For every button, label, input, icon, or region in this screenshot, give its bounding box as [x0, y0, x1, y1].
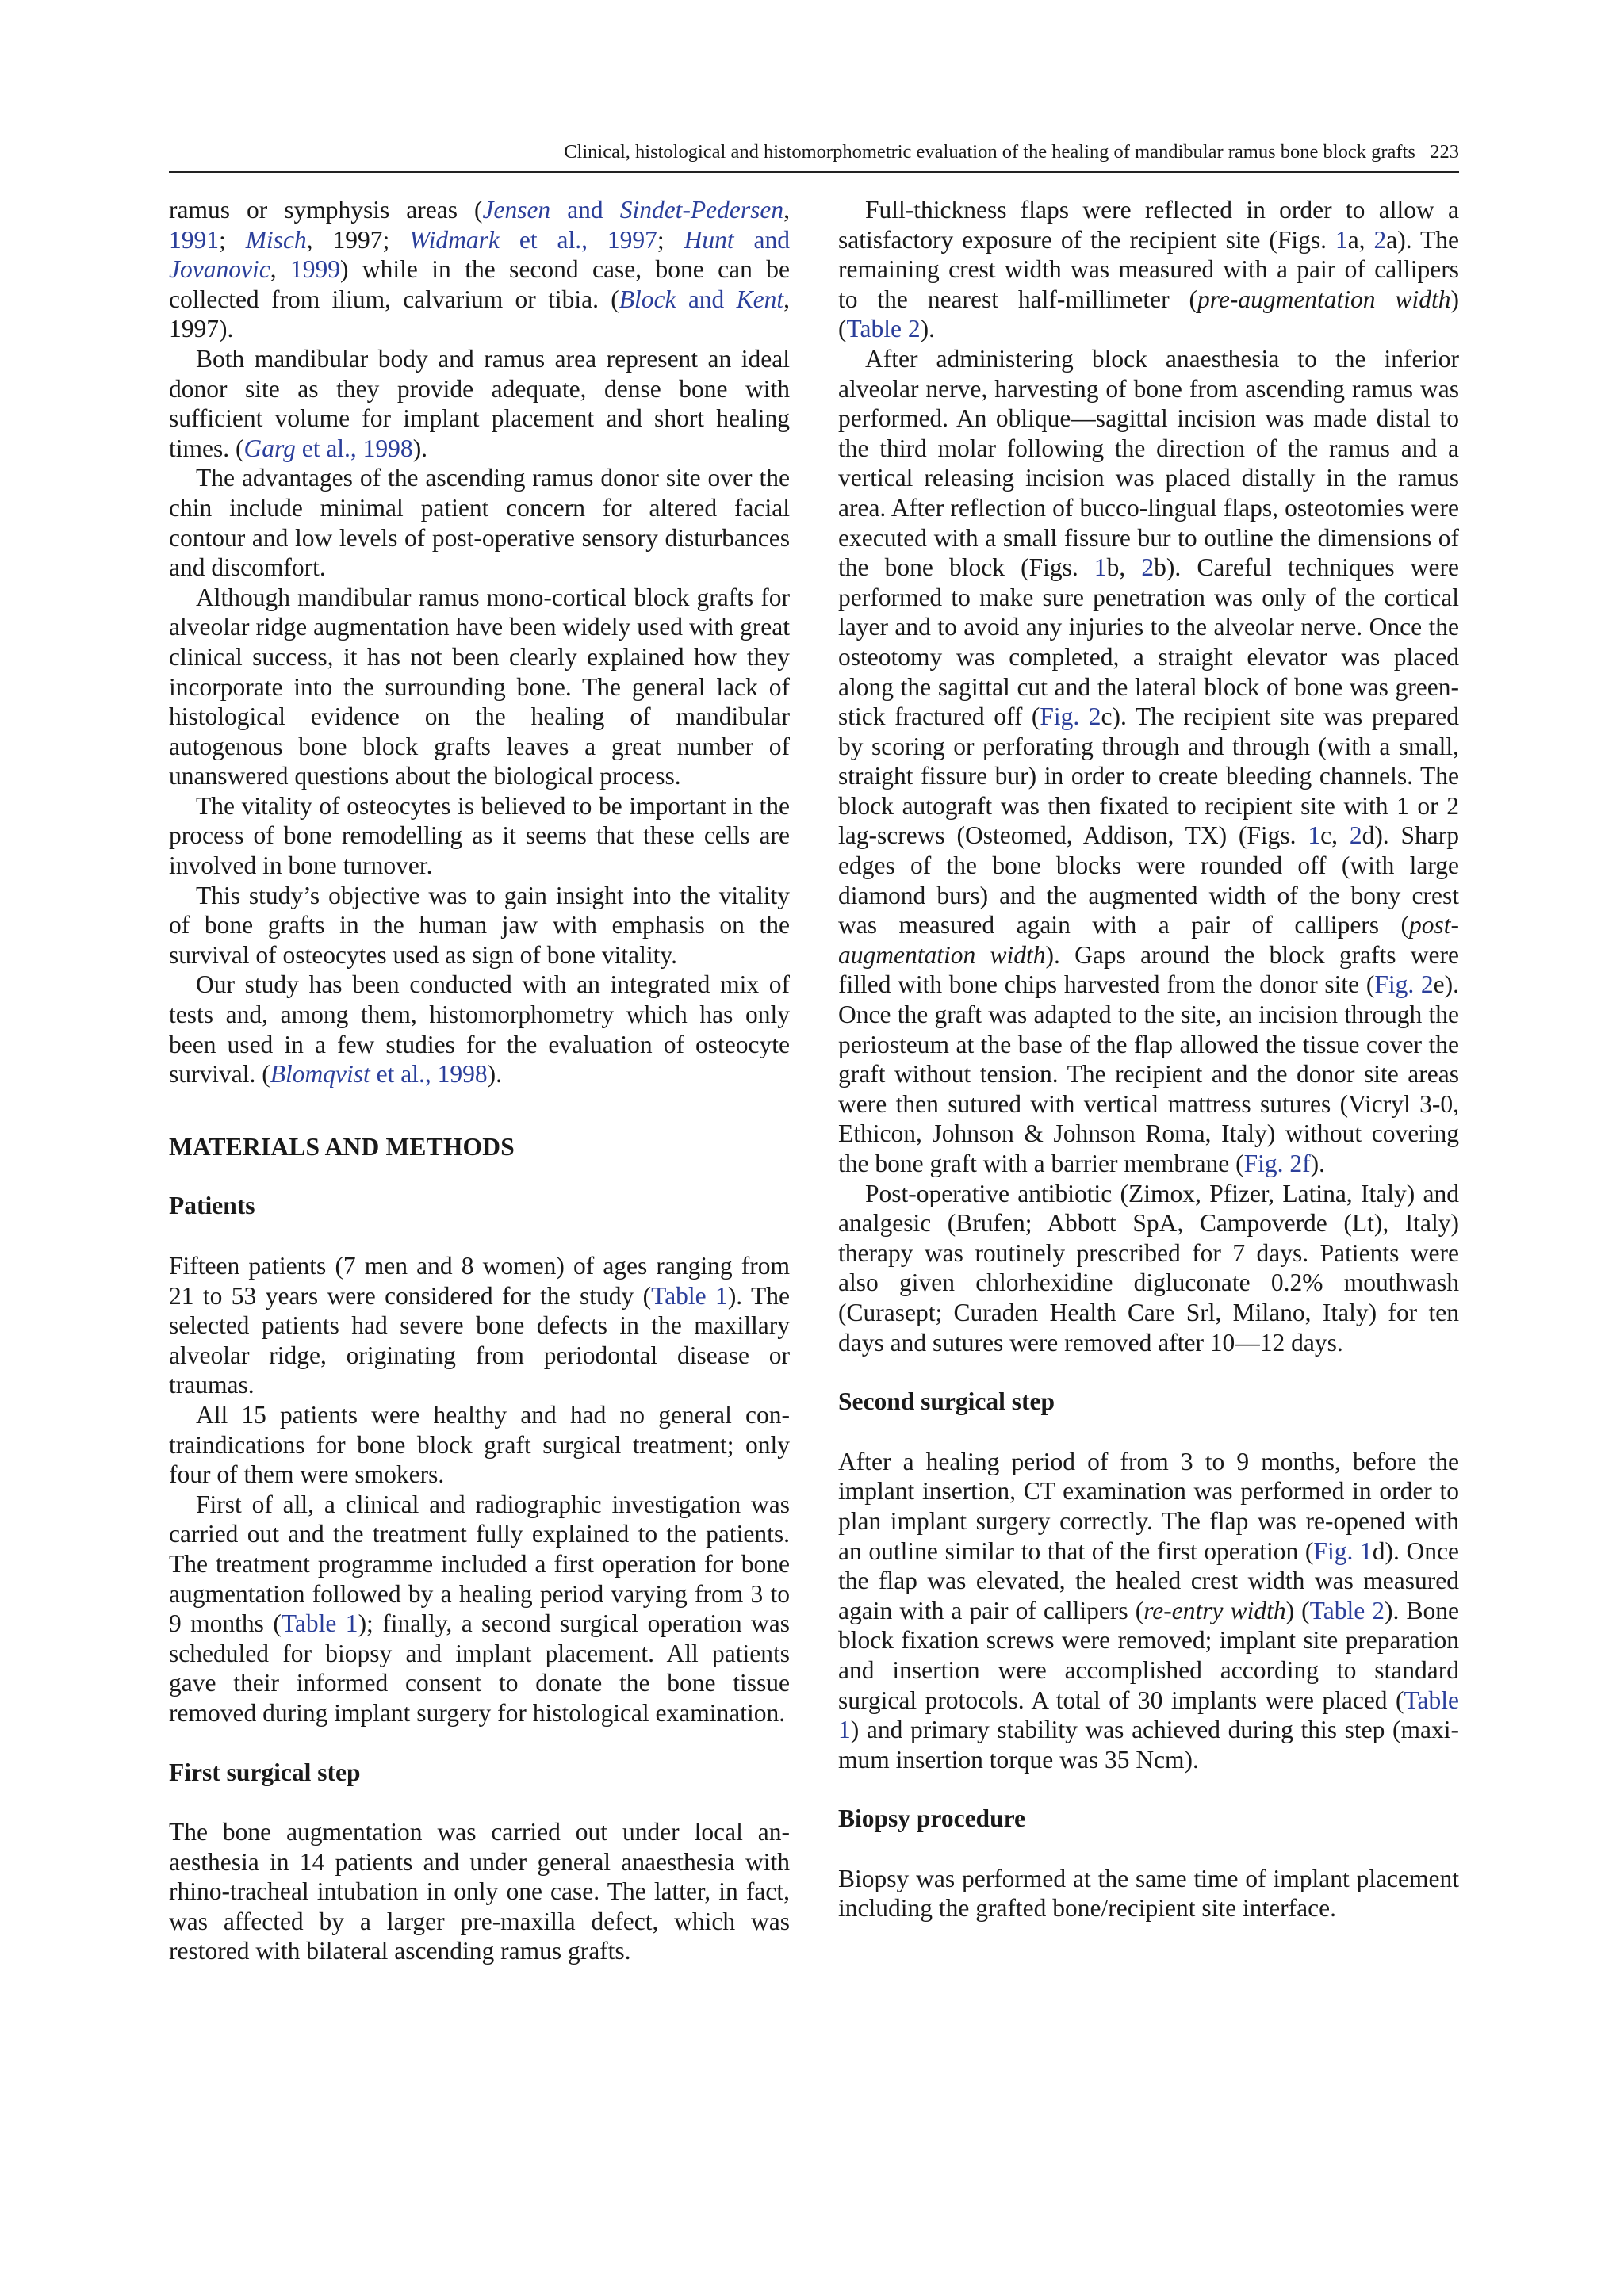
citation-link[interactable]: Hunt [684, 225, 734, 254]
citation-link[interactable]: et al., 1997 [519, 225, 657, 254]
figure-link[interactable]: Fig. 2 [1040, 702, 1101, 731]
figure-link[interactable]: 2 [1141, 553, 1155, 582]
paragraph: The advantages of the ascending ramus donor site over the chin include minimal patient concern for altered facial contour and low levels of post-operative sensory disturbances and discomfort. [169, 464, 790, 582]
citation-link[interactable]: Sindet-Pedersen [619, 196, 784, 224]
paragraph: Biopsy was performed at the same time of implant placement including the grafted bone/recipient site interface. [838, 1864, 1459, 1923]
citation-link[interactable]: and [567, 196, 603, 224]
citation-link[interactable]: Misch [245, 225, 307, 254]
subsection-heading: Second surgical step [838, 1387, 1055, 1416]
table-link[interactable]: Table 1 [838, 1686, 1459, 1744]
running-title: Clinical, histological and histomorphometric evaluation of the healing of mandibular ramus bone block grafts [564, 141, 1415, 163]
paragraph: Both mandibular body and ramus area represent an ideal donor site as they provide adequate, dense bone with sufficient volume for implant placement and short healing times. (Garg et al., 1998). [169, 344, 790, 462]
paragraph: Full-thickness flaps were reflected in order to allow a satisfactory exposure of the recipient site (Figs. 1a, 2a). The remaining crest width was measured with a pair of callipers to the nearest half-millimeter (pre-augmentation width) (Table 2). [838, 196, 1459, 343]
citation-link[interactable]: Jensen [482, 196, 551, 224]
subsection-heading: Patients [169, 1192, 255, 1220]
paragraph: The vitality of osteocytes is believed to be important in the process of bone remodelling as it seems that these cells are involved in bone turnover. [169, 791, 790, 880]
right-column [838, 195, 1459, 1923]
paragraph: Post-operative antibiotic (Zimox, Pfizer, Latina, Italy) and analgesic (Brufen; Abbott SpA, Campoverde (Lt), Italy) therapy was routinely prescribed for 7 days. Patients were also given chlorhexidine digluconate 0.2% mouthwash (Curasept; Curaden Health Care Srl, Milano, Italy) for ten days and sutures were removed after 10—12 days. [838, 1179, 1459, 1357]
citation-link[interactable]: and [688, 285, 725, 313]
figure-link[interactable]: Fig. 2 [1374, 970, 1434, 999]
citation-link[interactable]: et al., 1998 [376, 1060, 488, 1089]
citation-link[interactable]: 1991 [169, 225, 219, 254]
paragraph: All 15 patients were healthy and had no general contraindications for bone block graft surgical treatment; only four of them were smokers. [169, 1400, 790, 1489]
table-link[interactable]: Table 1 [281, 1609, 358, 1638]
left-column [169, 195, 790, 1966]
table-link[interactable]: Table 1 [651, 1281, 728, 1310]
subsection-heading: Biopsy procedure [838, 1804, 1025, 1833]
citation-link[interactable]: Block [619, 285, 676, 313]
paragraph: Our study has been conducted with an integrated mix of tests and, among them, histomorphometry which has only been used in a few studies for the evaluation of osteocyte survival. (Blomqvist et al., 1998). [169, 970, 790, 1089]
subsection-heading: First surgical step [169, 1758, 361, 1786]
figure-link[interactable]: 1 [1335, 225, 1348, 254]
citation-link[interactable]: Blomqvist [270, 1060, 370, 1089]
paragraph: After administering block anaesthesia to the inferior alveolar nerve, harvesting of bone from ascending ramus was performed. An oblique—sagittal incision was made distal to the third molar following the direction of the ramus and a vertical releasing incision was placed distally in the ramus area. After reflection of bucco-lingual flaps, osteotomies were executed with a small fissure bur to outline the dimensions of the bone block (Figs. 1b, 2b). Careful techniques were performed to make sure penetration was only of the cortical layer and to avoid any injuries to the alveolar nerve. Once the osteotomy was completed, a straight elevator was placed along the sagittal cut and the lateral block of bone was green-stick fractured off (Fig. 2c). The recipient site was prepared by scoring or perforating through and through (with a small, straight fissure bur) in order to create bleeding channels. The block autograft was then fixated to recipient site with 1 or 2 lag-screws (Osteomed, Addison, TX) (Figs. 1c, 2d). Sharp edges of the bone blocks were rounded off (with large diamond burs) and the augmented width of the bony crest was measured again with a pair of callipers (post-augmentation width). Gaps around the block grafts were filled with bone chips harvested from the donor site (Fig. 2e). Once the graft was adapted to the site, an incision through the periosteum at the base of the flap allowed the tissue cover the graft without tension. The recipient and the donor site areas were then sutured with vertical mattress sutures (Vicryl 3-0, Ethicon, Johnson & Johnson Roma, Italy) without covering the bone graft with a barrier membrane (Fig. 2f). [838, 344, 1460, 1177]
figure-link[interactable]: 1 [1308, 821, 1321, 850]
paragraph: After a healing period of from 3 to 9 months, before the implant insertion, CT examination was performed in order to plan implant surgery correctly. The flap was re-opened with an outline similar to that of the first operation (Fig. 1d). Once the flap was elevated, the healed crest width was measured again with a pair of callipers (re-entry width) (Table 2). Bone block fixation screws were removed; implant site preparation and insertion were accomplished according to standard surgical protocols. A total of 30 implants were placed (Table 1) and primary stability was achieved during this step (maximum insertion torque was 35 Ncm). [838, 1447, 1459, 1774]
paragraph: This study’s objective was to gain insight into the vitality of bone grafts in the human jaw with emphasis on the survival of osteocytes used as sign of bone vitality. [169, 881, 790, 969]
paragraph: First of all, a clinical and radiographic investigation was carried out and the treatment fully explained to the patients. The treatment programme included a first operation for bone augmentation followed by a healing period varying from 3 to 9 months (Table 1); finally, a second surgical operation was scheduled for biopsy and implant placement. All patients gave their informed consent to donate the bone tissue removed during implant surgery for histological examination. [169, 1490, 790, 1727]
table-link[interactable]: Table 2 [1309, 1596, 1385, 1624]
citation-link[interactable]: Jovanovic [169, 255, 270, 284]
paragraph: The bone augmentation was carried out under local anaesthesia in 14 patients and under general anaesthesia with rhino-tracheal intubation in only one case. The latter, in fact, was affected by a larger pre-maxilla defect, which was restored with bilateral ascending ramus grafts. [169, 1818, 790, 1965]
page-number: 223 [1430, 141, 1459, 163]
section-heading: MATERIALS AND METHODS [169, 1132, 515, 1161]
citation-link[interactable]: and [753, 225, 791, 254]
paragraph: ramus or symphysis areas (Jensen and Sindet-Pedersen, 1991; Misch, 1997; Widmark et al., 1997; Hunt and Jovanovic, 1999) while in the second case, bone can be collected from ilium, calvarium or tibia. (Block and Kent, 1997). [169, 196, 791, 343]
citation-link[interactable]: Widmark [409, 225, 500, 254]
figure-link[interactable]: 2 [1373, 225, 1387, 254]
citation-link[interactable]: Kent [736, 285, 784, 313]
figure-link[interactable]: Fig. 1 [1313, 1536, 1373, 1565]
table-link[interactable]: Table 2 [846, 315, 921, 343]
citation-link[interactable]: 1999 [289, 255, 340, 284]
paragraph: Although mandibular ramus mono-cortical block grafts for alveolar ridge augmentation have been widely used with great clinical success, it has not been clearly explained how they incorporate into the surrounding bone. The general lack of histological evidence on the healing of mandibular autogenous bone block grafts leaves a great number of unanswered questions about the biological process. [169, 583, 790, 790]
citation-link[interactable]: et al., 1998 [301, 434, 413, 462]
figure-link[interactable]: Fig. 2f [1243, 1150, 1311, 1177]
paragraph: Fifteen patients (7 men and 8 women) of ages ranging from 21 to 53 years were considered for the study (Table 1). The selected patients had severe bone defects in the maxillary alveolar ridge, originating from periodontal disease or traumas. [169, 1252, 790, 1399]
figure-link[interactable]: 1 [1094, 553, 1107, 582]
citation-link[interactable]: Garg [243, 434, 296, 462]
figure-link[interactable]: 2 [1349, 821, 1362, 850]
running-header [169, 141, 1459, 173]
